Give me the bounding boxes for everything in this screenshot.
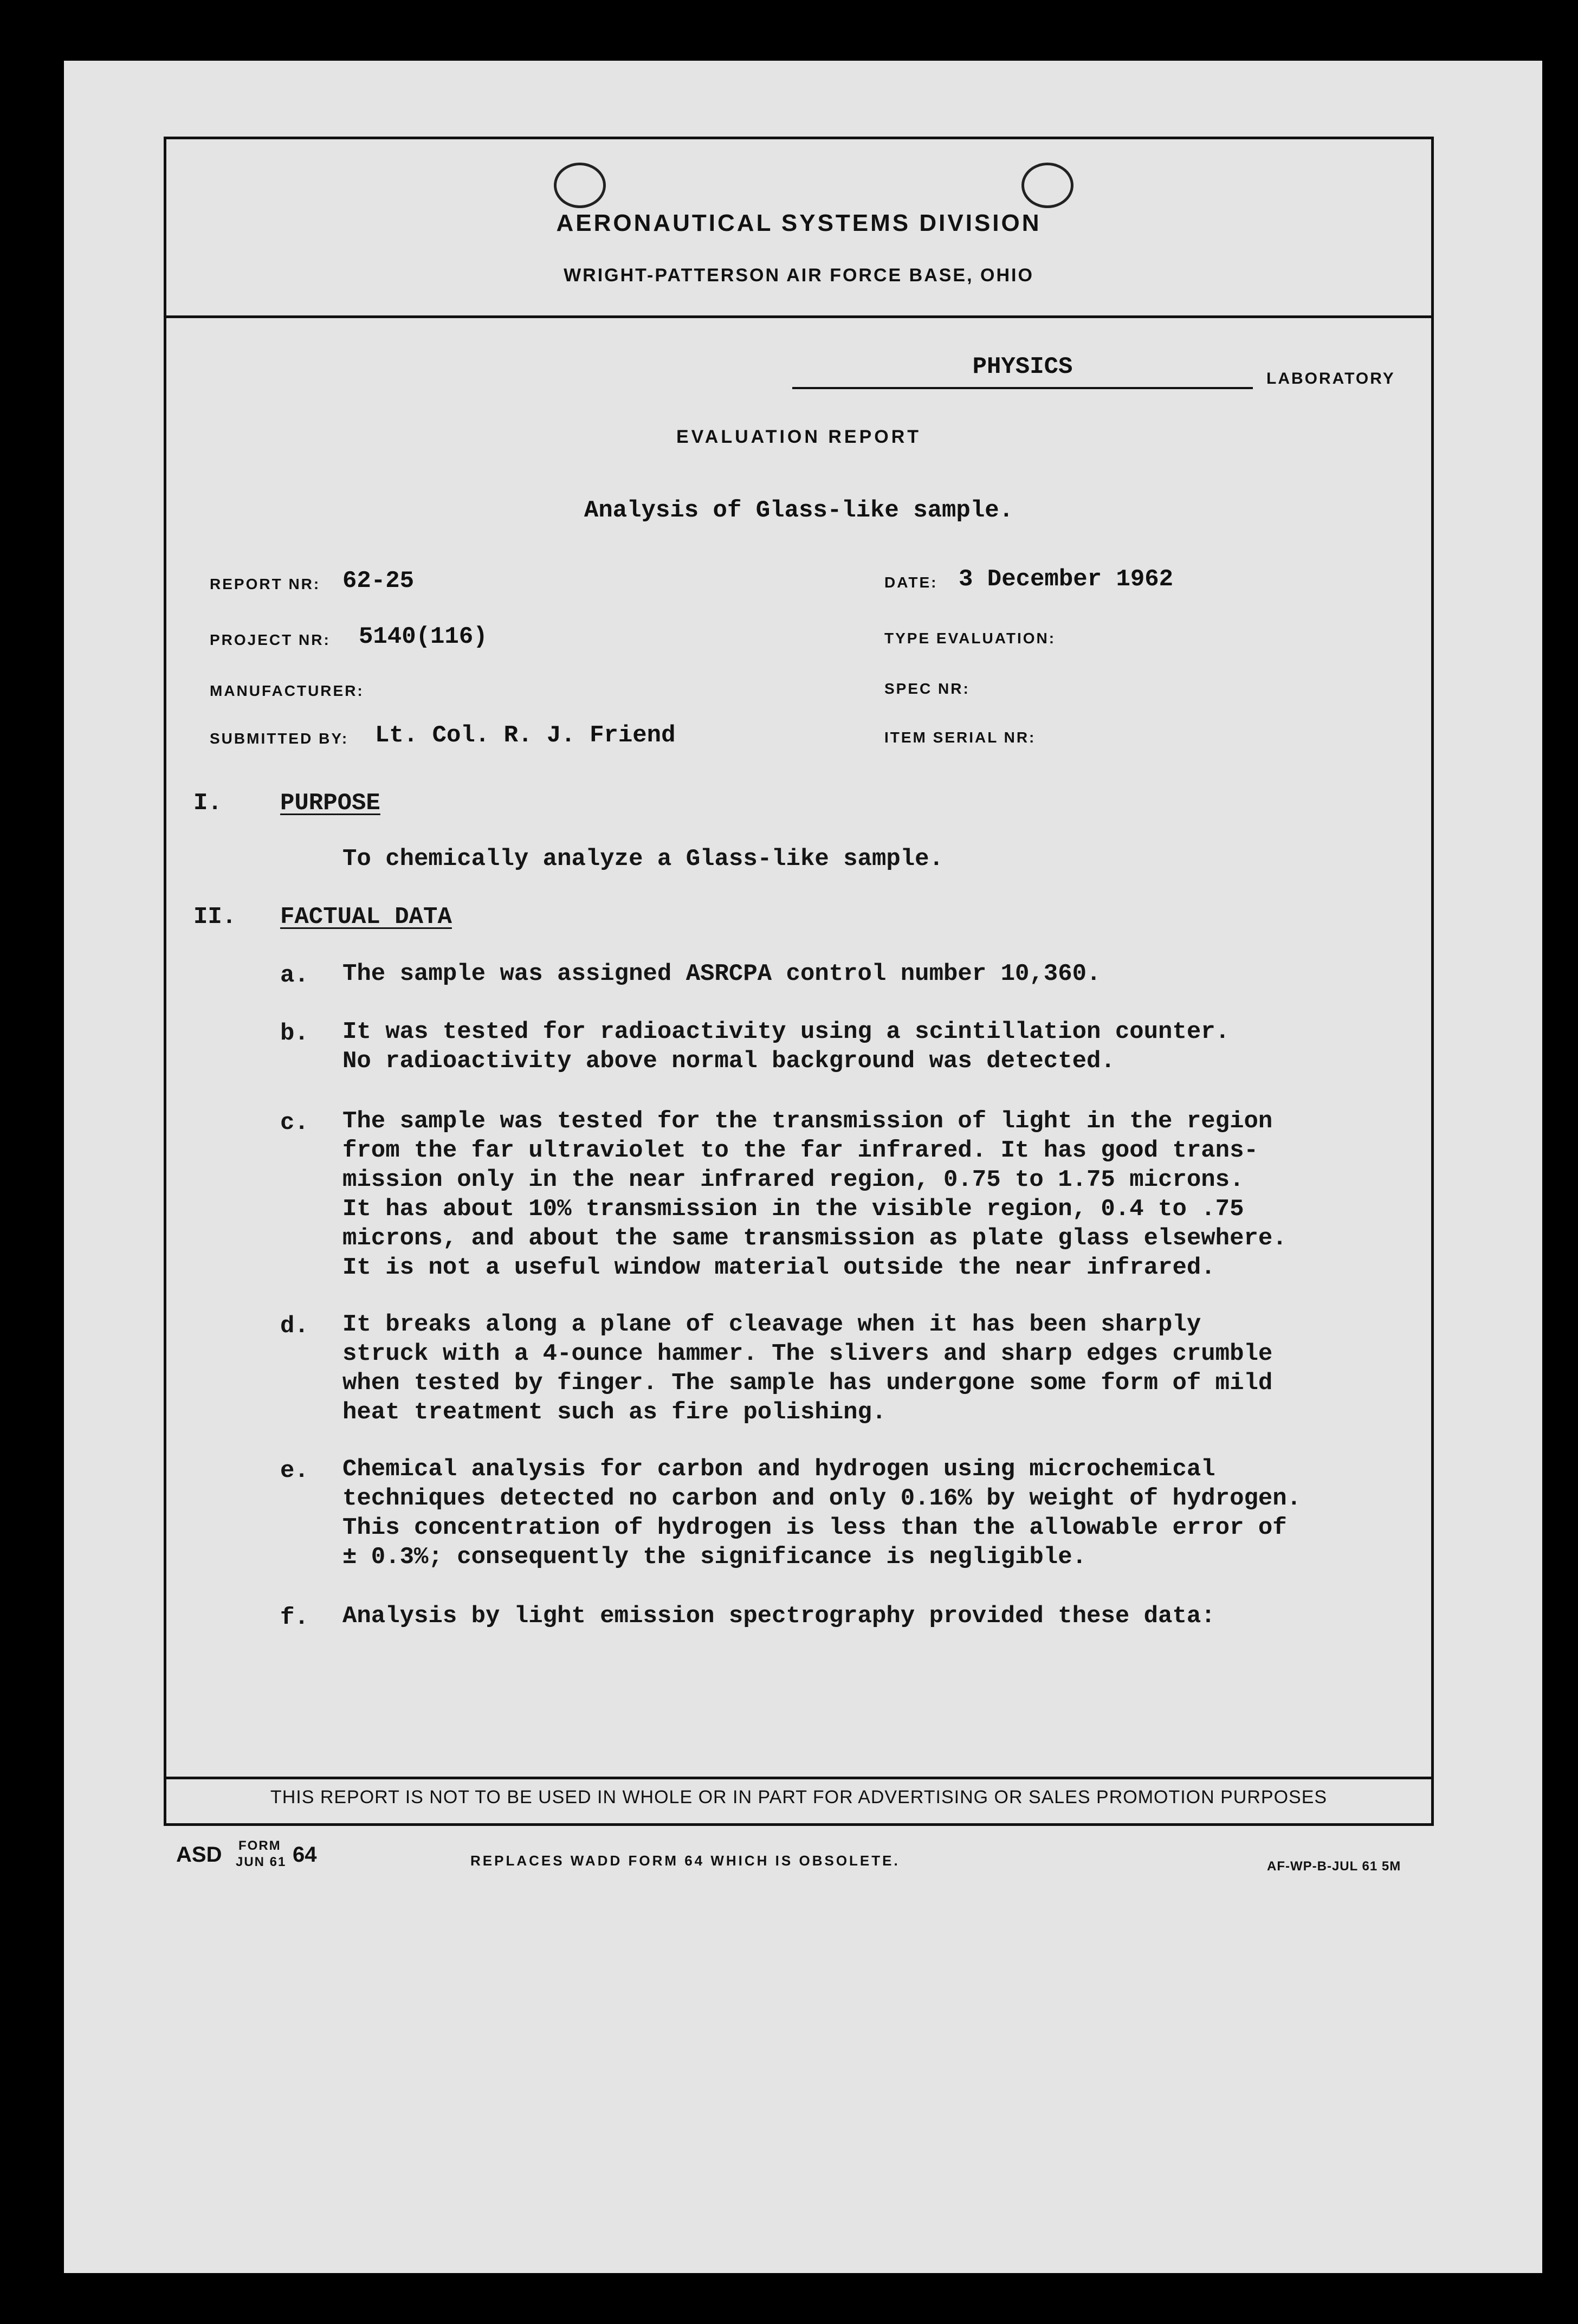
item-b-line: It was tested for radioactivity using a scintillation counter. <box>342 1018 1230 1045</box>
item-d-letter: d. <box>280 1313 309 1340</box>
section-i-numeral: I. <box>193 790 222 817</box>
item-f-letter: f. <box>280 1604 309 1631</box>
report-nr-label: REPORT NR: <box>210 576 321 592</box>
item-d-text <box>342 1310 1272 1427</box>
item-e-text <box>342 1455 1301 1572</box>
obsolete-notice: REPLACES WADD FORM 64 WHICH IS OBSOLETE. <box>470 1852 900 1869</box>
asd-mark: ASD <box>176 1843 222 1867</box>
item-a-line: The sample was assigned ASRCPA control number 10,360. <box>342 960 1101 987</box>
report-subject: Analysis of Glass-like sample. <box>584 497 1014 524</box>
item-b-text <box>342 1017 1230 1076</box>
organization-location: WRIGHT-PATTERSON AIR FORCE BASE, OHIO <box>564 265 1034 286</box>
project-nr-label: PROJECT NR: <box>210 631 331 648</box>
section-i-heading: PURPOSE <box>280 790 380 817</box>
item-c-line: from the far ultraviolet to the far infrared. It has good trans- <box>342 1137 1258 1164</box>
submitted-by-label: SUBMITTED BY: <box>210 730 349 747</box>
item-c-line: It is not a useful window material outside the near infrared. <box>342 1254 1215 1281</box>
item-d-line: heat treatment such as fire polishing. <box>342 1399 887 1426</box>
item-c-line: It has about 10% transmission in the visible region, 0.4 to .75 <box>342 1196 1244 1223</box>
item-f-line: Analysis by light emission spectrography provided these data: <box>342 1603 1215 1630</box>
laboratory-label: LABORATORY <box>1266 370 1395 388</box>
item-c-line: The sample was tested for the transmission of light in the region <box>342 1108 1273 1135</box>
date-value: 3 December 1962 <box>959 566 1174 593</box>
item-serial-nr-label: ITEM SERIAL NR: <box>884 729 1036 746</box>
spec-nr-label: SPEC NR: <box>884 680 970 697</box>
form-frame <box>164 137 1434 1826</box>
report-nr-value: 62-25 <box>342 567 415 595</box>
item-a-text <box>342 959 1101 989</box>
item-e-line: ± 0.3%; consequently the significance is negligible. <box>342 1544 1087 1571</box>
section-ii-heading: FACTUAL DATA <box>280 903 452 931</box>
form-number: 64 <box>293 1843 317 1867</box>
form-type-title: EVALUATION REPORT <box>676 427 922 447</box>
item-d-line: struck with a 4-ounce hammer. The slivers and sharp edges crumble <box>342 1340 1273 1367</box>
item-c-line: microns, and about the same transmission as plate glass elsewhere. <box>342 1225 1287 1252</box>
project-nr-value: 5140(116) <box>359 623 488 650</box>
item-d-line: when tested by finger. The sample has undergone some form of mild <box>342 1370 1273 1397</box>
section-ii-numeral: II. <box>193 903 237 931</box>
item-f-text <box>342 1602 1215 1631</box>
purpose-text: To chemically analyze a Glass-like sample. <box>342 845 943 873</box>
form-word: FORM <box>238 1838 281 1853</box>
date-label: DATE: <box>884 574 938 591</box>
item-c-text <box>342 1107 1287 1282</box>
item-e-line: This concentration of hydrogen is less than the allowable error of <box>342 1514 1287 1541</box>
item-c-letter: c. <box>280 1109 309 1137</box>
item-a-letter: a. <box>280 962 309 989</box>
manufacturer-label: MANUFACTURER: <box>210 682 364 699</box>
item-b-letter: b. <box>280 1020 309 1047</box>
footer-divider <box>166 1777 1431 1779</box>
header-divider <box>166 315 1431 318</box>
item-d-line: It breaks along a plane of cleavage when it has been sharply <box>342 1311 1201 1338</box>
submitted-by-value: Lt. Col. R. J. Friend <box>375 722 676 749</box>
item-e-line: Chemical analysis for carbon and hydrogen using microchemical <box>342 1456 1215 1483</box>
form-date: JUN 61 <box>236 1855 287 1869</box>
item-c-line: mission only in the near infrared region, 0.75 to 1.75 microns. <box>342 1166 1244 1193</box>
printing-code: AF-WP-B-JUL 61 5M <box>1267 1859 1401 1874</box>
organization-title: AERONAUTICAL SYSTEMS DIVISION <box>556 210 1042 236</box>
item-b-line: No radioactivity above normal background was detected. <box>342 1048 1115 1075</box>
type-evaluation-label: TYPE EVALUATION: <box>884 630 1056 647</box>
usage-notice: THIS REPORT IS NOT TO BE USED IN WHOLE OR IN PART FOR ADVERTISING OR SALES PROMOTION PURPOSES <box>270 1787 1328 1807</box>
laboratory-name: PHYSICS <box>972 353 1073 380</box>
item-e-letter: e. <box>280 1457 309 1484</box>
item-e-line: techniques detected no carbon and only 0.16% by weight of hydrogen. <box>342 1485 1302 1512</box>
laboratory-underline <box>792 387 1253 389</box>
